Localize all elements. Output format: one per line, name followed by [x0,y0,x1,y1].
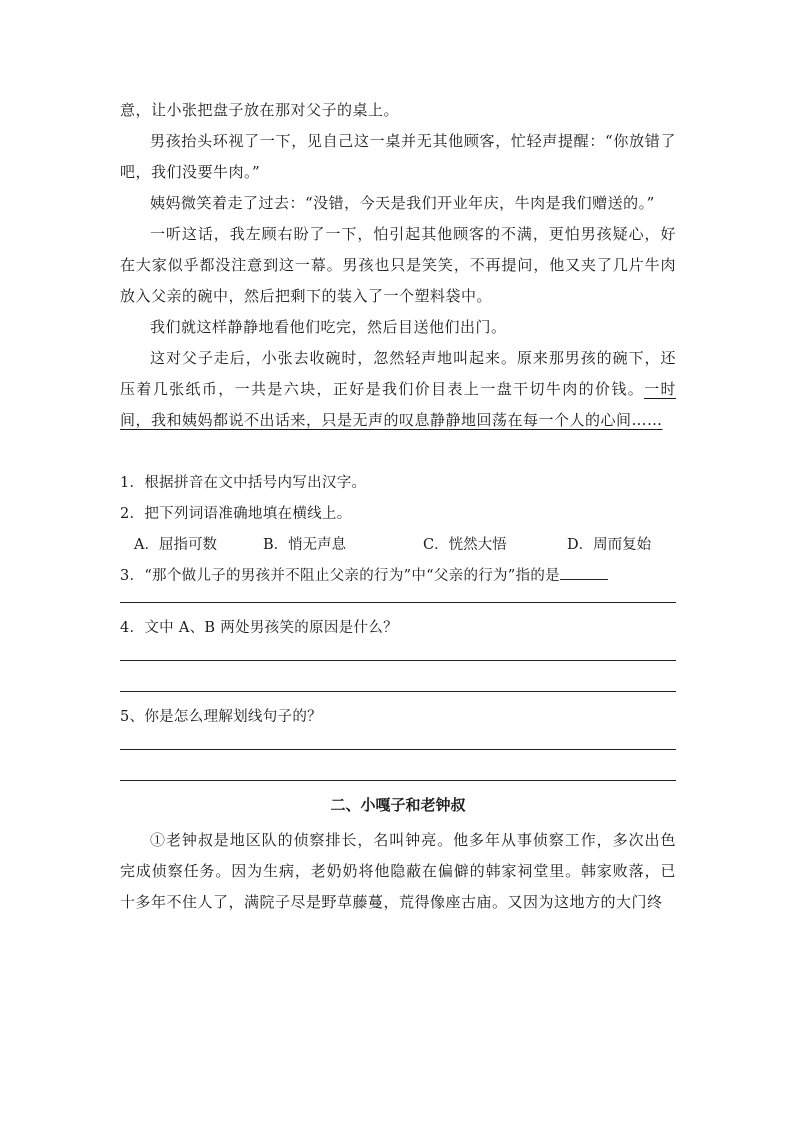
option-a: A．屈指可数 [134,537,217,553]
answer-blank[interactable] [560,565,608,580]
option-b: B．悄无声息 [263,537,347,553]
spacer [120,436,676,468]
passage-paragraph [120,343,676,436]
answer-line[interactable] [120,644,676,661]
passage-paragraph: 姨妈微笑着走了过去：“没错，今天是我们开业年庆，牛肉是我们赠送的。” [150,194,655,212]
question-2: 2．把下列词语准确地填在横线上。 [120,506,352,522]
question-3-text: 3．“那个做儿子的男孩并不阻止父亲的行为”中“父亲的行为”指的是 [120,568,560,584]
word-options [120,530,676,561]
option-c: C．恍然大悟 [423,537,507,553]
option-d: D．周而复始 [567,537,652,553]
question-3 [120,561,676,592]
passage-paragraph: 一听这话，我左顾右盼了一下，怕引起其他顾客的不满，更怕男孩疑心，好在大家似乎都没注意到这一幕。男孩也只是笑笑，不再提问，他又夹了几片牛肉放入父亲的碗中，然后把剩下的装入了一个塑料袋中。 [120,225,676,305]
passage-paragraph: 意，让小张把盘子放在那对父子的桌上。 [120,101,400,119]
answer-line[interactable] [120,592,676,603]
passage-text: 这对父子走后，小张去收碗时，忽然轻声地叫起来。原来那男孩的碗下，还压着几张纸币，一共是六块，正好是我们价目表上一盘干切牛肉的价钱。 [120,349,676,398]
question-1: 1．根据拼音在文中括号内写出汉字。 [120,475,367,491]
answer-line[interactable] [120,750,676,781]
answer-line[interactable] [120,733,676,750]
question-5: 5、你是怎么理解划线句子的？ [120,709,322,725]
answer-line[interactable] [120,661,676,692]
underlined-sentence: 一时间，我和姨妈都说不出话来，只是无声的叹息静静地回荡在每一个人的心间…… [120,380,676,429]
passage-paragraph: 男孩抬头环视了一下，见自己这一桌并无其他顾客，忙轻声提醒：“你放错了吧，我们没要牛肉。” [120,132,676,181]
document-page [120,95,676,918]
passage-paragraph: ①老钟叔是地区队的侦察排长，名叫钟亮。他多年从事侦察工作，多次出色完成侦察任务。因为生病，老奶奶将他隐蔽在偏僻的韩家祠堂里。韩家败落，已十多年不住人了，满院子尽是野草藤蔓，荒得像座古庙。又因为这地方的大门终 [120,831,676,911]
section-title: 二、小嘎子和老钟叔 [330,796,466,814]
passage-paragraph: 我们就这样静静地看他们吃完，然后目送他们出门。 [150,318,507,336]
question-4: 4．文中 A、B 两处男孩笑的原因是什么？ [120,620,398,636]
